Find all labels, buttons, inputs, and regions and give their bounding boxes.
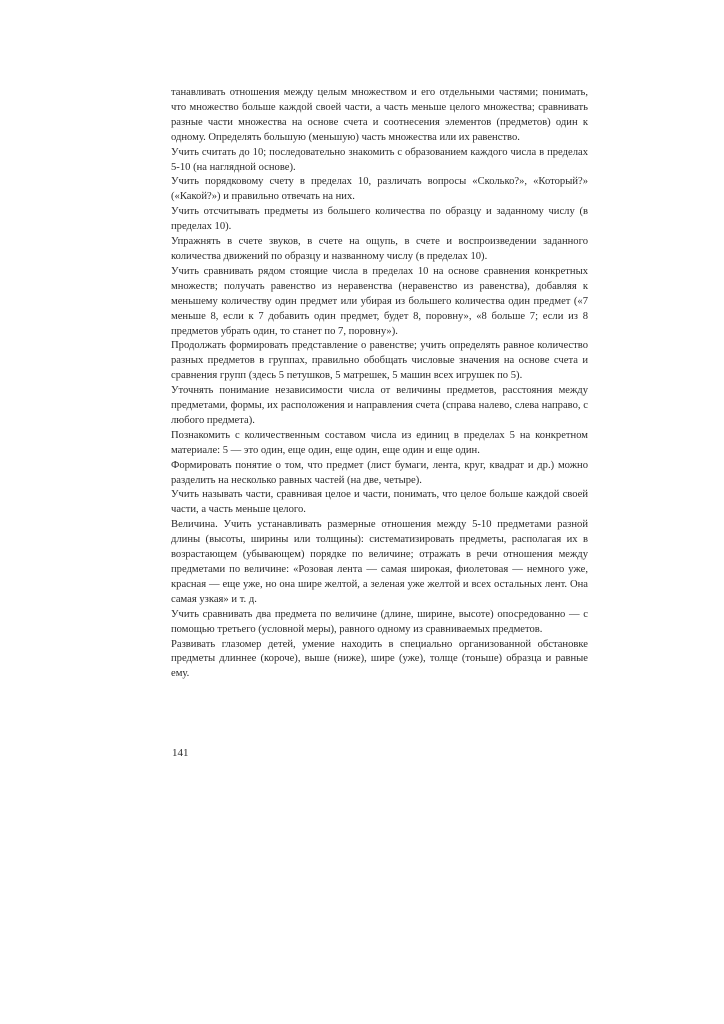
- paragraph: Продолжать формировать представление о равенстве; учить определять равное количество разных предметов в группах, правильно обобщать числовые значения на основе счета и сравнения групп (здесь 5 петушков, 5 матрешек, 5 машин всех игрушек по 5).: [171, 340, 588, 382]
- page-number: 141: [172, 747, 189, 759]
- paragraph: Учить считать до 10; последовательно знакомить с образованием каждого числа в пределах 5-10 (на наглядной основе).: [171, 146, 588, 173]
- paragraph: Уточнять понимание независимости числа от величины предметов, расстояния между предметами, формы, их расположения и направления счета (справа налево, слева направо, с любого предмета).: [171, 385, 588, 426]
- body-text: [171, 86, 588, 682]
- paragraph: Формировать понятие о том, что предмет (лист бумаги, лента, круг, квадрат и др.) можно разделить на несколько равных частей (на две, четыре).: [171, 459, 588, 486]
- paragraph: Познакомить с количественным составом числа из единиц в пределах 5 на конкретном материале: 5 — это один, еще один, еще один, еще один и еще один.: [171, 429, 588, 456]
- paragraph: Величина. Учить устанавливать размерные отношения между 5-10 предметами разной длины (высоты, ширины или толщины): систематизировать предметы, располагая их в возрастающем (убывающем) порядке по величине; отражать в речи отношения между предметами по величине: «Розовая лента — самая широкая, фиолетовая — немного уже, красная — еще уже, но она шире желтой, а зеленая уже желтой и всех остальных лент. Она самая узкая» и т. д.: [171, 519, 588, 605]
- paragraph: танавливать отношения между целым множеством и его отдельными частями; понимать, что множество больше каждой своей части, а часть меньше целого множества; сравнивать разные части множества на основе счета и соотнесения элементов (предметов) один к одному. Определять большую (меньшую) часть множества или их равенство.: [171, 87, 588, 143]
- paragraph: Учить сравнивать рядом стоящие числа в пределах 10 на основе сравнения конкретных множеств; получать равенство из неравенства (неравенство из равенства), добавляя к меньшему количеству один предмет или убирая из большего количества один предмет («7 меньше 8, если к 7 добавить один предмет, будет 8, поровну», «8 больше 7; если из 8 предметов убрать один, то станет по 7, поровну»).: [171, 265, 588, 337]
- paragraph: Учить называть части, сравнивая целое и части, понимать, что целое больше каждой своей части, а часть меньше целого.: [171, 489, 588, 516]
- paragraph: Учить отсчитывать предметы из большего количества по образцу и заданному числу (в пределах 10).: [171, 206, 588, 233]
- paragraph: Учить сравнивать два предмета по величине (длине, ширине, высоте) опосредованно — с помощью третьего (условной меры), равного одному из сравниваемых предметов.: [171, 608, 588, 635]
- paragraph: Развивать глазомер детей, умение находить в специально организованной обстановке предметы длиннее (короче), выше (ниже), шире (уже), толще (тоньше) образца и равные ему.: [171, 638, 588, 680]
- paragraph: Упражнять в счете звуков, в счете на ощупь, в счете и воспроизведении заданного количества движений по образцу и названному числу (в пределах 10).: [171, 236, 588, 262]
- paragraph: Учить порядковому счету в пределах 10, различать вопросы «Сколько?», «Который?» («Какой?») и правильно отвечать на них.: [171, 176, 588, 203]
